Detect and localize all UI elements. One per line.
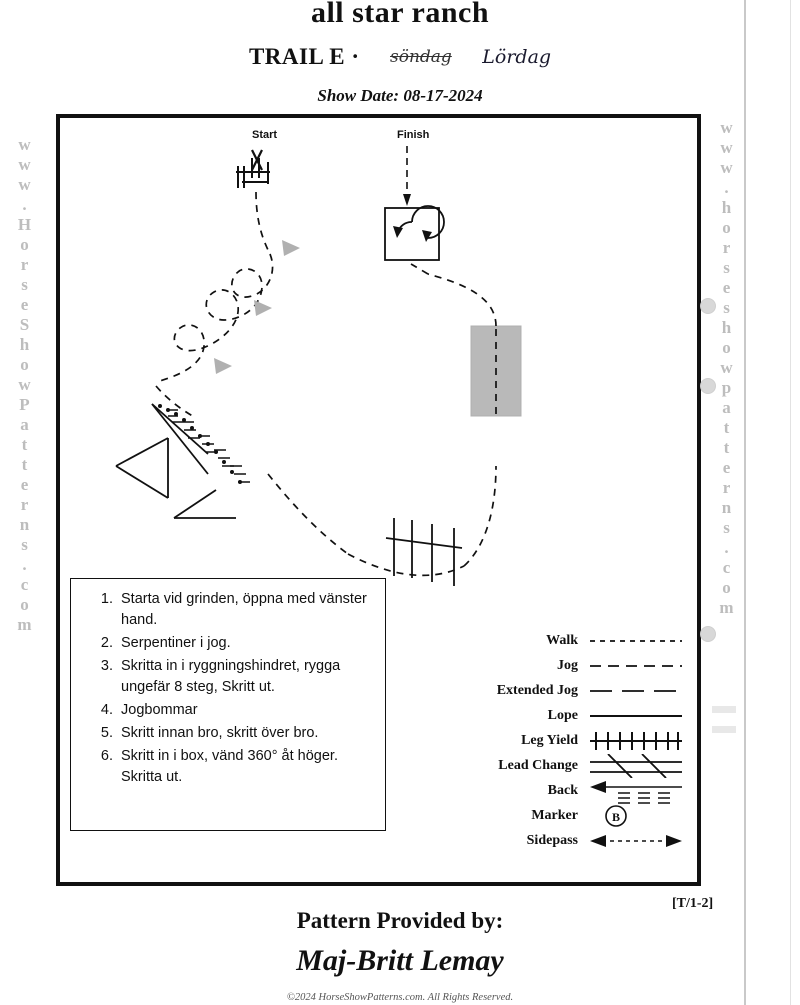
- hash-line-icon: [588, 729, 684, 753]
- legend-row-back: [460, 778, 685, 803]
- legend-label: Leg Yield: [521, 732, 578, 748]
- pattern-code: [T/1-2]: [672, 896, 714, 911]
- legend-label: Jog: [557, 657, 578, 673]
- legend-label: Sidepass: [526, 832, 578, 848]
- legend-row-walk: [460, 628, 685, 653]
- legend-row-lead-change: [460, 753, 685, 778]
- legend-row-jog: [460, 653, 685, 678]
- double-arrow-icon: [588, 829, 684, 853]
- copyright-notice: ©2024 HorseShowPatterns.com. All Rights Reserved.: [286, 992, 514, 1003]
- provided-by-label: Pattern Provided by:: [296, 908, 504, 933]
- solid-line-icon: [588, 704, 684, 728]
- list-item: 2. Serpentiner i jog.: [117, 633, 377, 654]
- legend-label: Lead Change: [498, 757, 578, 773]
- instructions-box: [70, 578, 386, 831]
- trail-label: TRAIL E ·: [248, 44, 360, 69]
- binder-hole: [700, 626, 716, 642]
- handwritten-strikethrough-note: söndag: [390, 47, 452, 67]
- legend-row-leg-yield: [460, 728, 685, 753]
- handwritten-note: Lördag: [482, 46, 552, 68]
- scan-edge-line: [744, 0, 746, 1005]
- watermark-right: www.horseshowpatterns.com: [717, 118, 736, 618]
- show-date: Show Date: 08-17-2024: [317, 86, 483, 105]
- crossed-lines-icon: [588, 754, 684, 778]
- scan-artifact: [712, 726, 736, 733]
- trail-heading-row: [0, 44, 800, 70]
- instructions-list: [81, 589, 377, 788]
- marker-letter: B: [611, 809, 621, 824]
- author-name: Maj-Britt Lemay: [296, 944, 504, 977]
- list-item: 5. Skritt innan bro, skritt över bro.: [117, 723, 377, 744]
- binder-hole: [700, 378, 716, 394]
- page-title: all star ranch: [310, 0, 490, 29]
- legend-row-extended-jog: [460, 678, 685, 703]
- list-item: 4. Jogbommar: [117, 700, 377, 721]
- back-arrow-icon: [588, 779, 684, 803]
- binder-hole: [700, 298, 716, 314]
- legend: [460, 628, 685, 853]
- long-dash-line-icon: [588, 679, 684, 703]
- legend-label: Marker: [531, 807, 578, 823]
- dashed-line-icon: [588, 654, 684, 678]
- scan-edge-line-secondary: [790, 0, 791, 1005]
- start-label: Start: [252, 129, 278, 141]
- legend-row-lope: [460, 703, 685, 728]
- legend-label: Back: [547, 782, 578, 798]
- list-item: 3. Skritta in i ryggningshindret, rygga ungefär 8 steg, Skritt ut.: [117, 656, 377, 698]
- dotted-line-icon: [588, 629, 684, 653]
- legend-row-sidepass: [460, 828, 685, 853]
- legend-row-marker: [460, 803, 685, 828]
- legend-label: Lope: [547, 707, 578, 723]
- list-item: 6. Skritt in i box, vänd 360° åt höger. Skritta ut.: [117, 746, 377, 788]
- circle-marker-icon: [588, 804, 684, 828]
- scan-artifact: [712, 706, 736, 713]
- watermark-left: www.HorseShowPatterns.com: [15, 135, 34, 635]
- list-item: 1. Starta vid grinden, öppna med vänster hand.: [117, 589, 377, 631]
- legend-label: Walk: [546, 632, 578, 648]
- legend-label: Extended Jog: [496, 682, 578, 698]
- finish-label: Finish: [397, 129, 430, 141]
